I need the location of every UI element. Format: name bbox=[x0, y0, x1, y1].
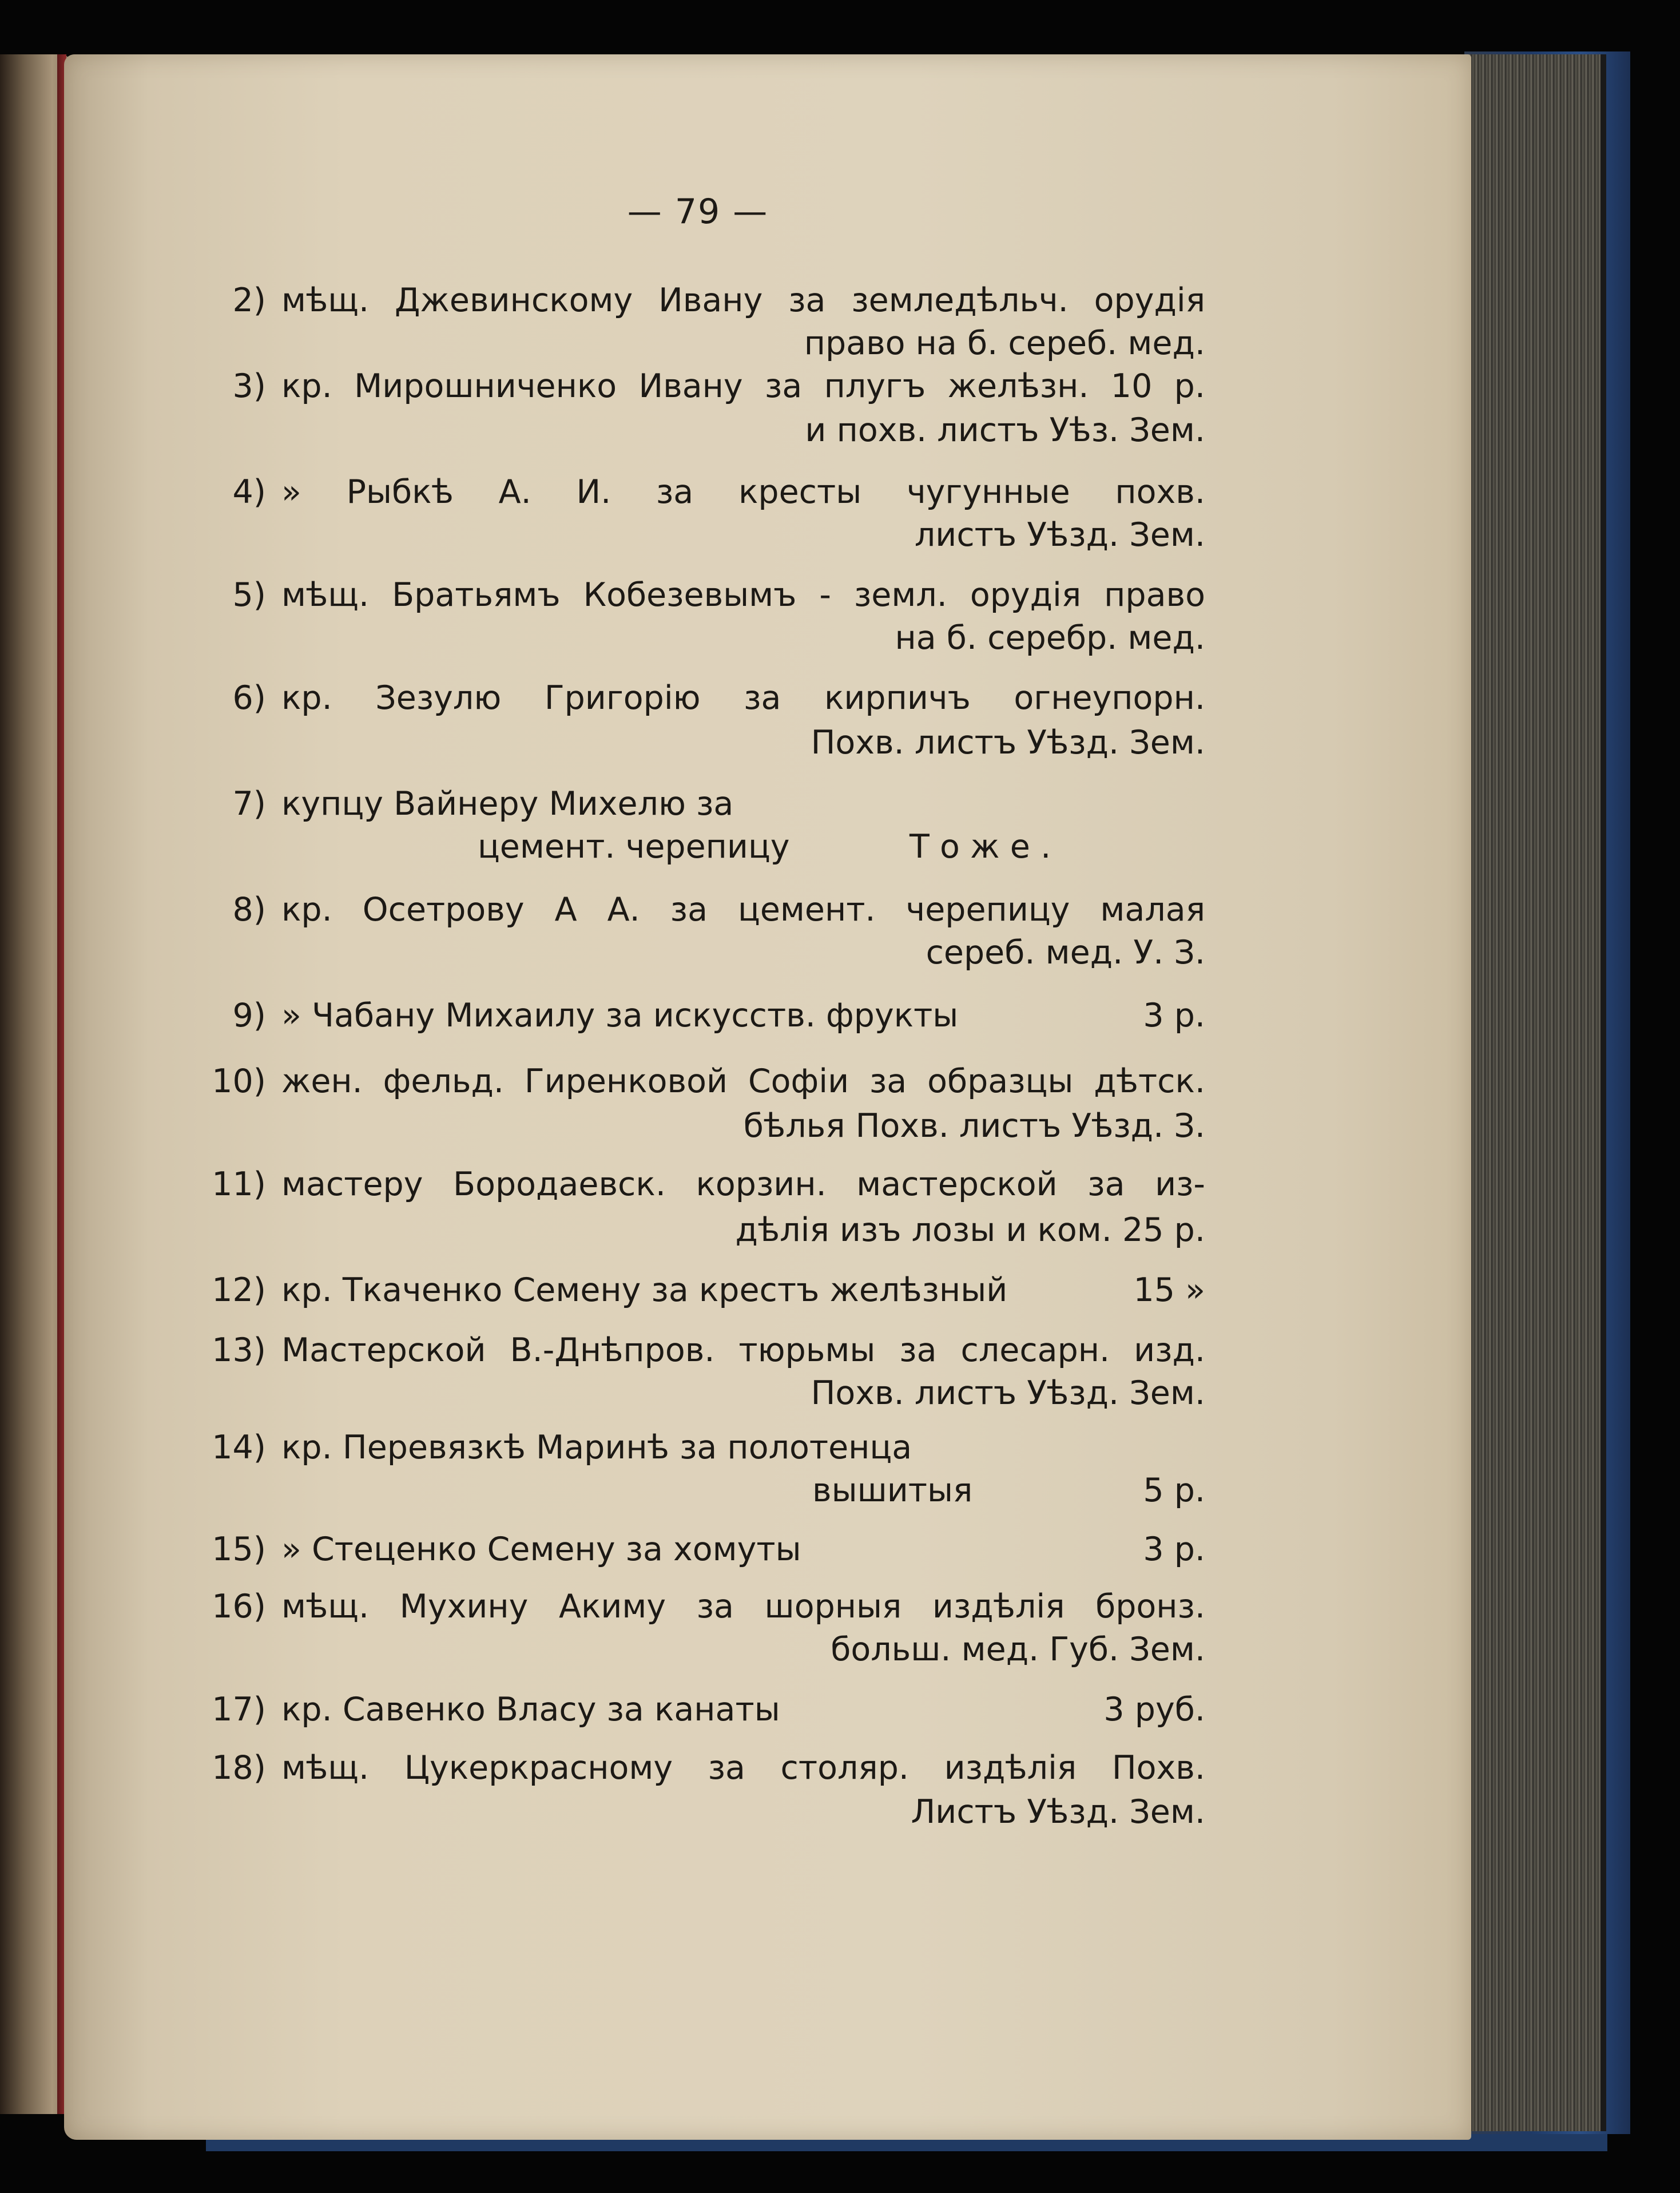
entry-text: мастеру Бородаевск. корзин. мастерской за из- bbox=[281, 1165, 1205, 1203]
entry-continuation: листъ Уѣзд. Зем. bbox=[914, 516, 1205, 554]
entry-number: 12) bbox=[212, 1271, 266, 1309]
entry-text: кр. Савенко Власу за канаты bbox=[281, 1691, 780, 1728]
entry-number: 3) bbox=[232, 367, 266, 405]
page-number: — 79 — bbox=[627, 192, 769, 232]
entry-amount: Тоже. bbox=[909, 828, 1062, 866]
entry-amount: 5 р. bbox=[1143, 1472, 1205, 1509]
entry-text: » Рыбкѣ А. И. за кресты чугунные похв. bbox=[281, 473, 1205, 511]
entry-amount: 15 » bbox=[1133, 1271, 1205, 1309]
entry-text: кр. Зезулю Григорію за кирпичъ огнеупорн. bbox=[281, 679, 1205, 717]
entry-number: 10) bbox=[212, 1062, 266, 1100]
entry-continuation: дѣлія изъ лозы и ком. 25 р. bbox=[735, 1211, 1205, 1249]
entry-continuation: больш. мед. Губ. Зем. bbox=[831, 1631, 1205, 1668]
entry-amount: 3 руб. bbox=[1103, 1691, 1205, 1728]
entry-continuation: вышитыя bbox=[812, 1472, 973, 1509]
entry-continuation: и похв. листъ Уѣз. Зем. bbox=[805, 411, 1205, 449]
entry-amount: 3 р. bbox=[1143, 1530, 1205, 1568]
entry-text: мѣщ. Мухину Акиму за шорныя издѣлія бронз. bbox=[281, 1588, 1205, 1625]
entry-continuation: право на б. сереб. мед. bbox=[804, 324, 1205, 362]
entry-number: 7) bbox=[232, 785, 266, 823]
entry-continuation: Похв. листъ Уѣзд. Зем. bbox=[811, 724, 1205, 762]
entry-text: мѣщ. Джевинскому Ивану за земледѣльч. орудія bbox=[281, 281, 1205, 319]
entry-continuation: бѣлья Похв. листъ Уѣзд. З. bbox=[743, 1107, 1205, 1145]
entry-text: кр. Ткаченко Семену за крестъ желѣзный bbox=[281, 1271, 1008, 1309]
entry-number: 18) bbox=[212, 1749, 266, 1787]
entry-number: 8) bbox=[232, 891, 266, 929]
entry-number: 9) bbox=[232, 997, 266, 1034]
entry-text: мѣщ. Цукеркрасному за столяр. издѣлія Похв. bbox=[281, 1749, 1205, 1787]
entry-continuation: Листъ Уѣзд. Зем. bbox=[911, 1793, 1205, 1831]
entry-number: 4) bbox=[232, 473, 266, 511]
entry-text: Мастерской В.-Днѣпров. тюрьмы за слесарн. изд. bbox=[281, 1331, 1205, 1369]
entry-amount: 3 р. bbox=[1143, 997, 1205, 1034]
entry-number: 2) bbox=[232, 281, 266, 319]
entry-continuation: на б. серебр. мед. bbox=[895, 619, 1205, 657]
entry-number: 5) bbox=[232, 576, 266, 614]
entry-text: кр. Перевязкѣ Маринѣ за полотенца bbox=[281, 1429, 912, 1466]
entry-text: кр. Мирошниченко Ивану за плугъ желѣзн. 10 р. bbox=[281, 367, 1205, 405]
entry-number: 17) bbox=[212, 1691, 266, 1728]
entry-number: 16) bbox=[212, 1588, 266, 1625]
entry-text: жен. фельд. Гиренковой Софіи за образцы дѣтск. bbox=[281, 1062, 1205, 1100]
entry-continuation: Похв. листъ Уѣзд. Зем. bbox=[811, 1374, 1205, 1412]
entry-number: 15) bbox=[212, 1530, 266, 1568]
entry-continuation: цемент. черепицу bbox=[478, 828, 790, 866]
entry-number: 13) bbox=[212, 1331, 266, 1369]
entry-text: купцу Вайнеру Михелю за bbox=[281, 785, 734, 823]
entry-number: 6) bbox=[232, 679, 266, 717]
entry-text: » Чабану Михаилу за искусств. фрукты bbox=[281, 997, 959, 1034]
entry-continuation: сереб. мед. У. З. bbox=[926, 934, 1205, 971]
entry-number: 14) bbox=[212, 1429, 266, 1466]
entry-text: кр. Осетрову А А. за цемент. черепицу малая bbox=[281, 891, 1205, 929]
entry-text: » Стеценко Семену за хомуты bbox=[281, 1530, 801, 1568]
entry-number: 11) bbox=[212, 1165, 266, 1203]
entry-text: мѣщ. Братьямъ Кобезевымъ - земл. орудія право bbox=[281, 576, 1205, 614]
